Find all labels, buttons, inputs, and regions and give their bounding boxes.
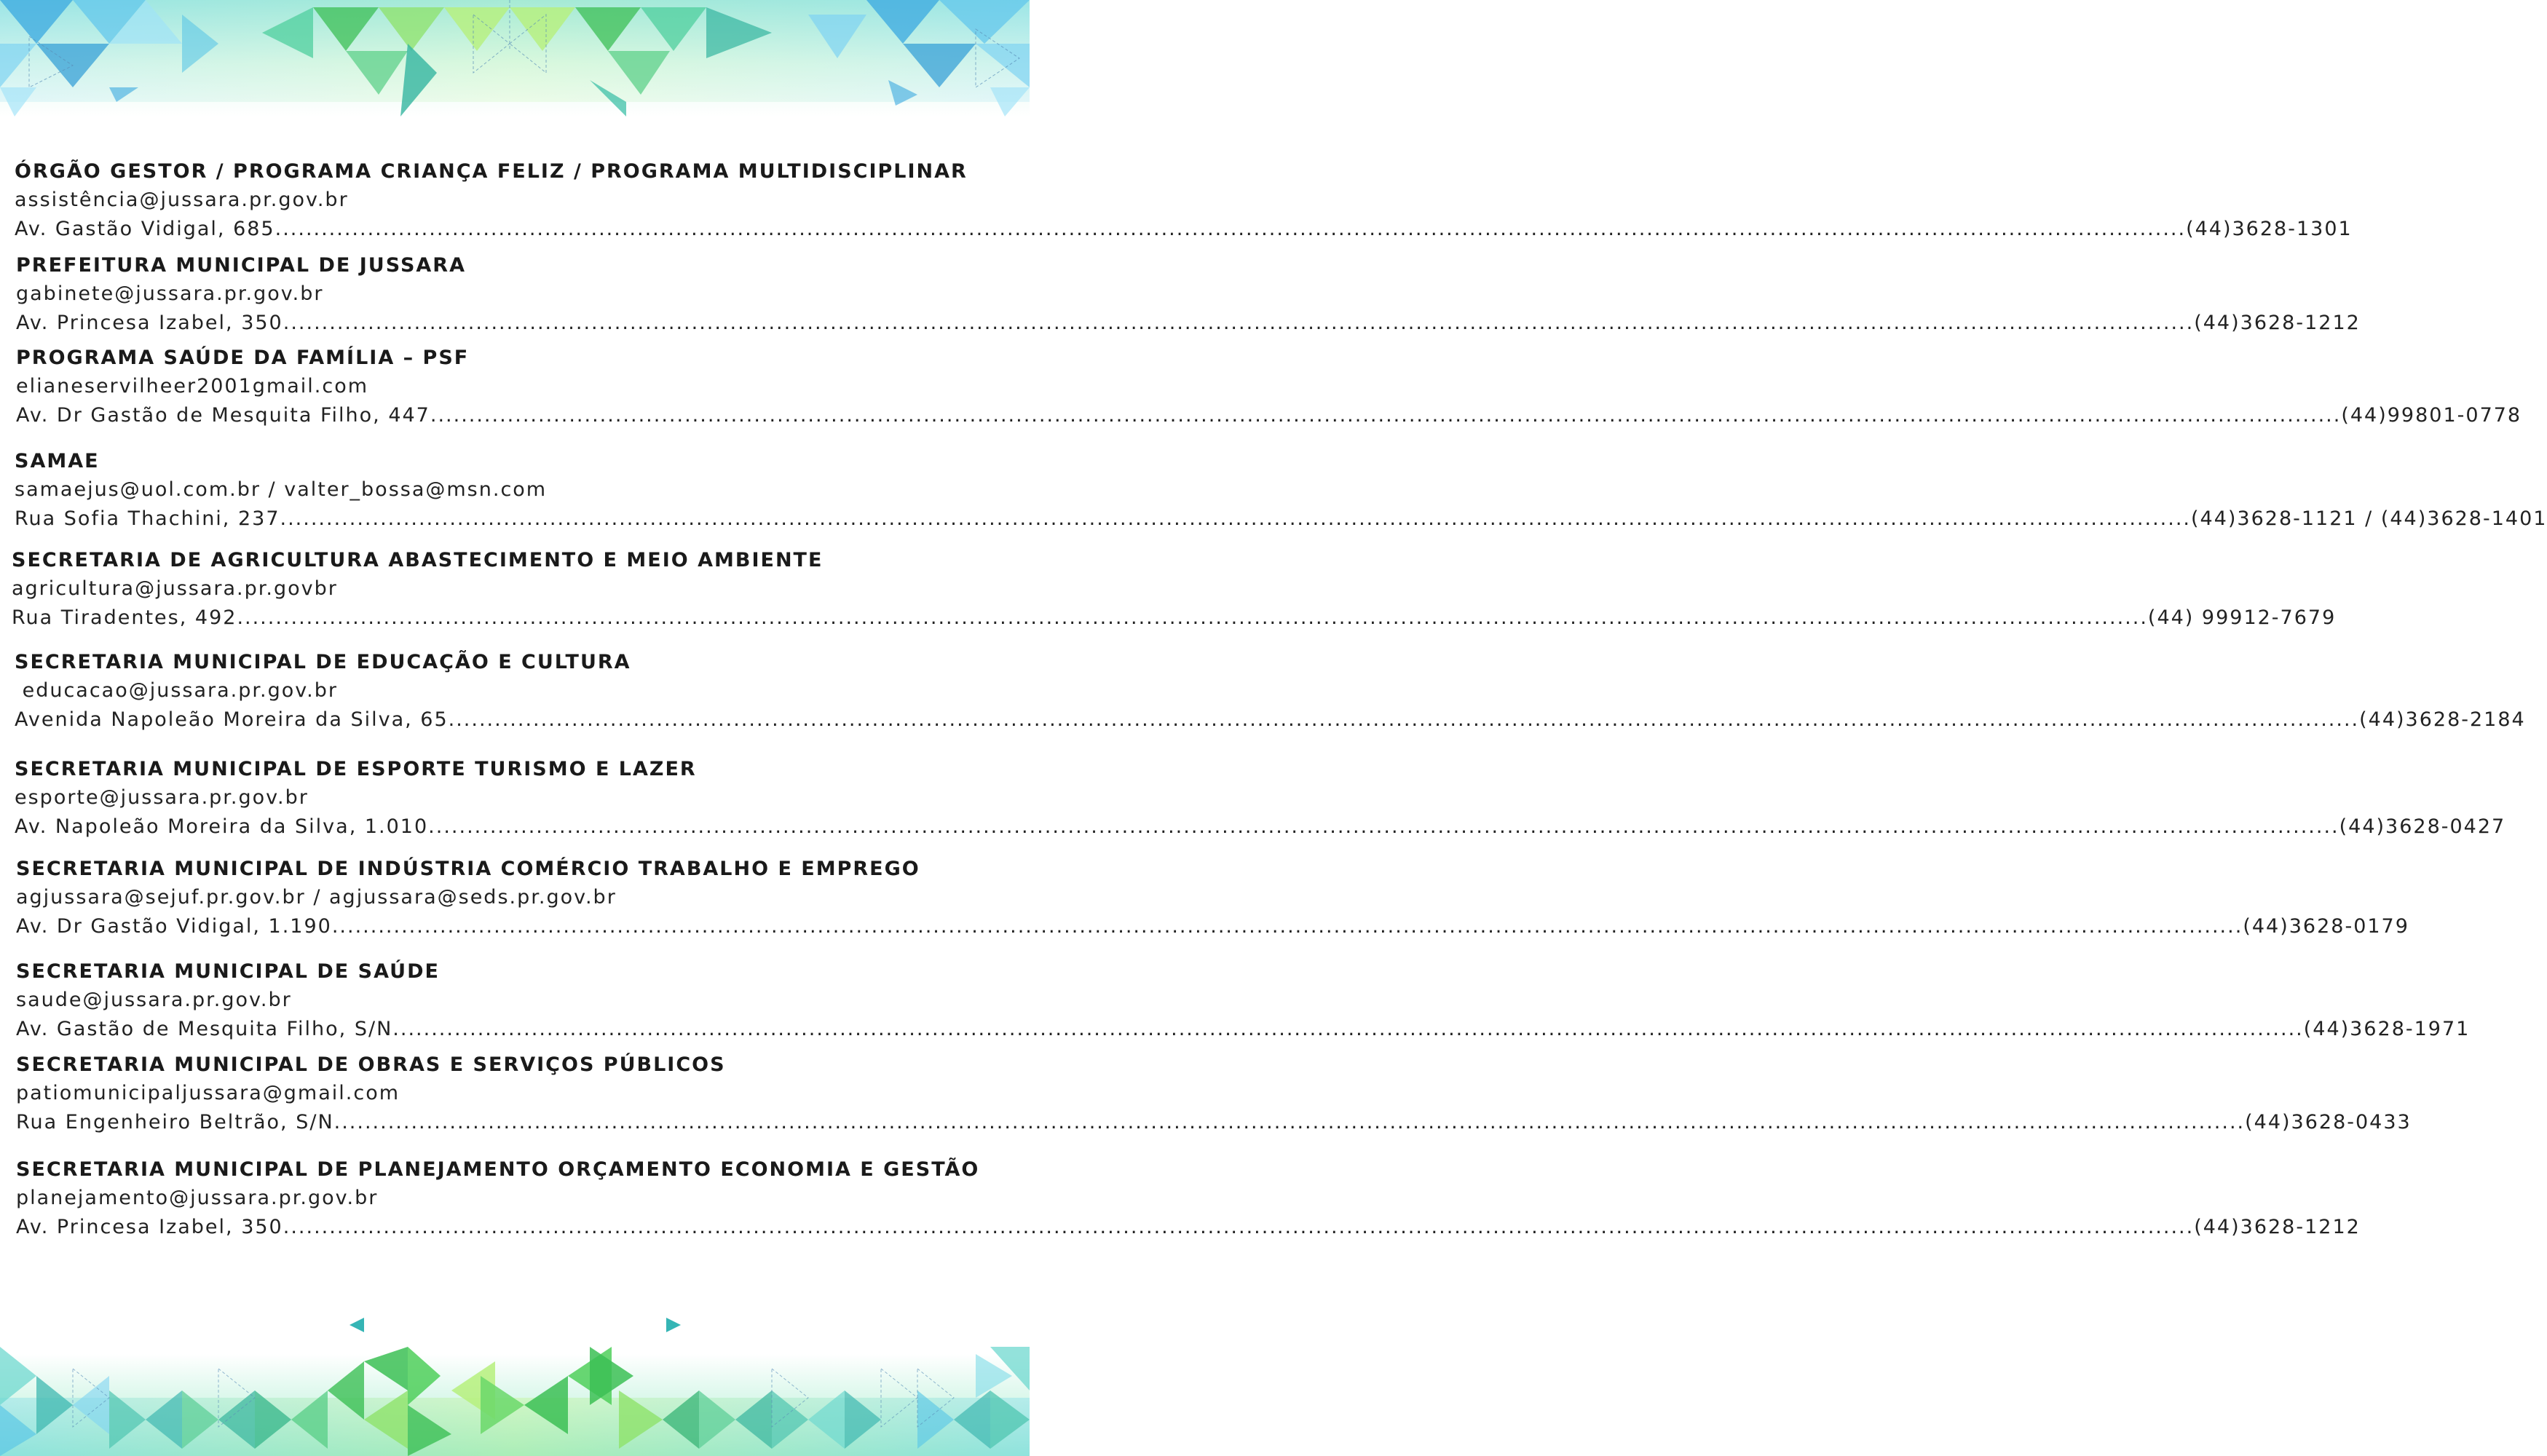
entry-title: SECRETARIA DE AGRICULTURA ABASTECIMENTO E MEIO AMBIENTE	[12, 549, 824, 571]
entry-address-line	[15, 812, 2506, 842]
directory-entry	[16, 855, 2409, 941]
directory-entry	[15, 448, 2547, 534]
entry-address-line	[16, 401, 2522, 430]
entry-address: Av. Dr Gastão de Mesquita Filho, 447	[16, 404, 430, 427]
entry-title: PREFEITURA MUNICIPAL DE JUSSARA	[16, 254, 466, 277]
dot-leader: ........................................................................................................................................................................................................................................................	[428, 815, 2339, 838]
entry-email[interactable]: patiomunicipaljussara@gmail.com	[16, 1082, 400, 1104]
entry-phone[interactable]: (44)99801-0778	[2341, 404, 2522, 427]
entry-email[interactable]: agjussara@sejuf.pr.gov.br / agjussara@seds.pr.gov.br	[16, 886, 617, 909]
entry-phone[interactable]: (44)3628-0427	[2339, 815, 2506, 838]
entry-address-line	[15, 705, 2526, 735]
entry-phone[interactable]: (44)3628-2184	[2359, 708, 2526, 731]
entry-address: Av. Gastão de Mesquita Filho, S/N	[16, 1018, 393, 1040]
dot-leader: ........................................................................................................................................................................................................................................................	[392, 1018, 2304, 1040]
entry-phone[interactable]: (44)3628-1301	[2186, 218, 2353, 240]
entry-phone[interactable]: (44)3628-1212	[2194, 312, 2361, 334]
dot-leader: ........................................................................................................................................................................................................................................................	[275, 218, 2187, 240]
entry-title: SECRETARIA MUNICIPAL DE PLANEJAMENTO ORÇAMENTO ECONOMIA E GESTÃO	[16, 1158, 980, 1181]
entry-address-line	[15, 505, 2547, 534]
entry-title: SAMAE	[15, 450, 100, 472]
entry-email[interactable]: esporte@jussara.pr.gov.br	[15, 786, 309, 809]
entry-address-line	[16, 309, 2361, 338]
entry-address-line	[12, 604, 2337, 633]
dot-leader: ........................................................................................................................................................................................................................................................	[237, 606, 2148, 629]
directory-entry	[16, 1156, 2361, 1242]
entry-title: SECRETARIA MUNICIPAL DE EDUCAÇÃO E CULTURA	[15, 651, 631, 673]
entry-email[interactable]: saude@jussara.pr.gov.br	[16, 989, 292, 1011]
bottom-decorative-banner	[0, 1310, 1030, 1456]
entry-address-line	[16, 1213, 2361, 1242]
entry-phone[interactable]: (44)3628-1212	[2194, 1216, 2361, 1238]
dot-leader: ........................................................................................................................................................................................................................................................	[448, 708, 2360, 731]
entry-address-line	[16, 912, 2409, 941]
entry-title: SECRETARIA MUNICIPAL DE OBRAS E SERVIÇOS PÚBLICOS	[16, 1053, 726, 1076]
entry-address: Avenida Napoleão Moreira da Silva, 65	[15, 708, 449, 731]
entry-address-line	[16, 1015, 2471, 1044]
dot-leader: ........................................................................................................................................................................................................................................................	[430, 404, 2342, 427]
directory-entry	[16, 344, 2522, 430]
directory-entry	[15, 158, 2353, 244]
entry-address-line	[15, 215, 2353, 244]
dot-leader: ........................................................................................................................................................................................................................................................	[283, 312, 2195, 334]
directory-entry	[16, 958, 2471, 1044]
entry-address: Rua Sofia Thachini, 237	[15, 507, 280, 530]
entry-address: Rua Tiradentes, 492	[12, 606, 237, 629]
entry-address: Rua Engenheiro Beltrão, S/N	[16, 1111, 334, 1133]
entry-email[interactable]: planejamento@jussara.pr.gov.br	[16, 1187, 379, 1209]
entry-title: PROGRAMA SAÚDE DA FAMÍLIA – PSF	[16, 347, 470, 369]
dot-leader: ........................................................................................................................................................................................................................................................	[280, 507, 2191, 530]
entry-address: Av. Dr Gastão Vidigal, 1.190	[16, 915, 332, 938]
entry-phone[interactable]: (44)3628-0433	[2245, 1111, 2412, 1133]
entry-title: SECRETARIA MUNICIPAL DE INDÚSTRIA COMÉRCIO TRABALHO E EMPREGO	[16, 858, 920, 880]
entry-address: Av. Princesa Izabel, 350	[16, 312, 283, 334]
entry-email[interactable]: educacao@jussara.pr.gov.br	[15, 679, 338, 702]
directory-entry	[16, 1051, 2412, 1137]
entry-title: ÓRGÃO GESTOR / PROGRAMA CRIANÇA FELIZ / PROGRAMA MULTIDISCIPLINAR	[15, 160, 968, 183]
entry-address: Av. Napoleão Moreira da Silva, 1.010	[15, 815, 429, 838]
entry-email[interactable]: agricultura@jussara.pr.govbr	[12, 577, 338, 600]
directory-entry	[15, 649, 2526, 735]
entry-address: Av. Gastão Vidigal, 685	[15, 218, 275, 240]
entry-title: SECRETARIA MUNICIPAL DE SAÚDE	[16, 960, 440, 983]
dot-leader: ........................................................................................................................................................................................................................................................	[331, 915, 2243, 938]
directory-entry	[12, 547, 2337, 633]
dot-leader: ........................................................................................................................................................................................................................................................	[283, 1216, 2195, 1238]
geometric-triangles-pattern-bottom	[0, 1310, 1030, 1456]
directory-entry	[15, 756, 2506, 842]
geometric-triangles-pattern-top	[0, 0, 1030, 120]
entry-phone[interactable]: (44)3628-1971	[2303, 1018, 2471, 1040]
entry-phone[interactable]: (44)3628-1121 / (44)3628-1401	[2190, 507, 2547, 530]
entry-email[interactable]: samaejus@uol.com.br / valter_bossa@msn.com	[15, 478, 548, 501]
entry-phone[interactable]: (44)3628-0179	[2243, 915, 2409, 938]
entry-address-line	[16, 1108, 2412, 1137]
top-decorative-banner	[0, 0, 1030, 120]
directory-entry	[16, 252, 2361, 338]
entry-phone[interactable]: (44) 99912-7679	[2147, 606, 2337, 629]
entry-email[interactable]: elianeservilheer2001gmail.com	[16, 375, 369, 397]
entry-email[interactable]: gabinete@jussara.pr.gov.br	[16, 282, 324, 305]
dot-leader: ........................................................................................................................................................................................................................................................	[333, 1111, 2246, 1133]
entry-address: Av. Princesa Izabel, 350	[16, 1216, 283, 1238]
entry-email[interactable]: assistência@jussara.pr.gov.br	[15, 189, 349, 211]
entry-title: SECRETARIA MUNICIPAL DE ESPORTE TURISMO E LAZER	[15, 758, 697, 780]
